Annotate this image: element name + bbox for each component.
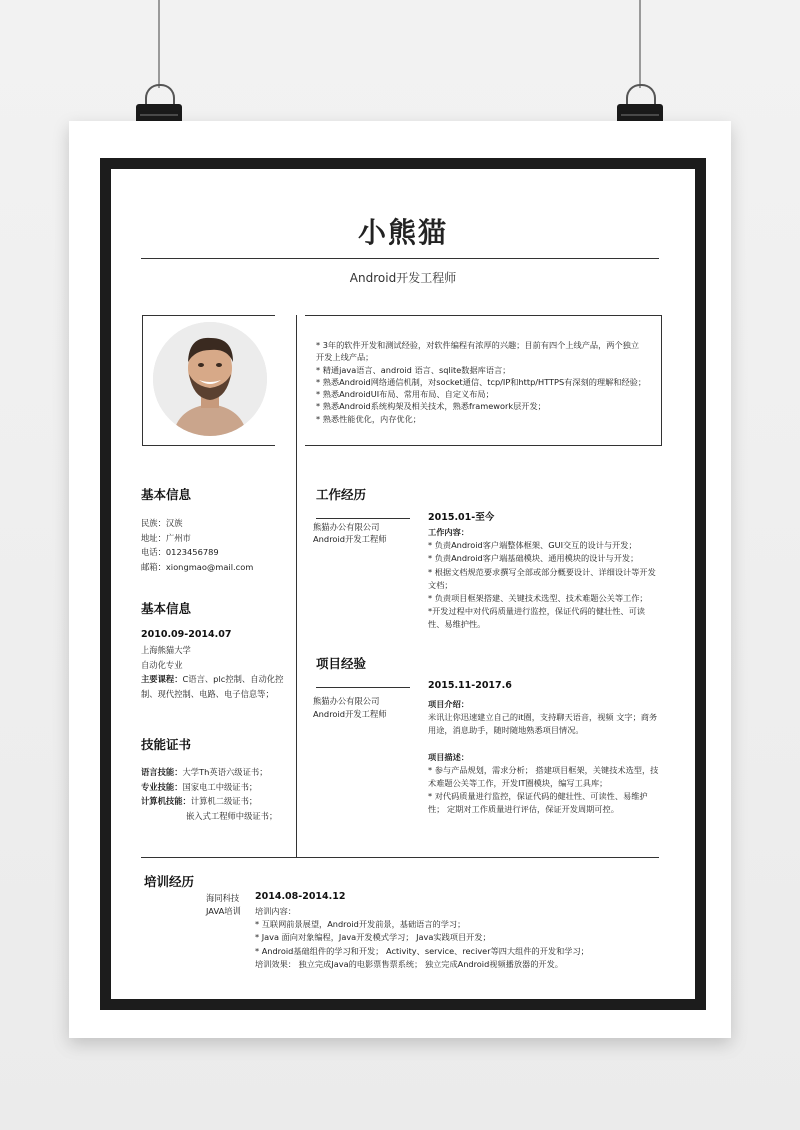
project-company: 熊猫办公有限公司 Android开发工程师 [313, 696, 387, 719]
work-rule [316, 518, 410, 519]
column-divider [296, 315, 297, 857]
education-date: 2010.09-2014.07 [141, 629, 232, 640]
hanging-wire-right [639, 0, 641, 88]
education-title: 基本信息 [141, 601, 192, 616]
resume-frame [100, 158, 706, 1010]
training-org: 海同科技 JAVA培训 [206, 893, 241, 916]
training-title: 培训经历 [144, 874, 195, 889]
training-date: 2014.08-2014.12 [255, 891, 346, 902]
education-details: 上海熊猫大学 自动化专业 主要课程：C语言、plc控制、自动化控 制、现代控制、电路、电子信息等； [141, 645, 284, 699]
summary-text: * 3年的软件开发和测试经验，对软件编程有浓厚的兴趣；目前有四个上线产品，两个独立 开发上线产品； * 精通java语言、android 语言、sqlite数据库语言； * 熟悉Android网络通信机制，对socket通信、tcp/IP和http/HTTPS有深刻的理解和经验； * 熟悉AndroidUI布局、常用布局、自定义布局； * 熟悉Android系统构架及相关技术，熟悉framework层开发； * 熟悉性能优化，内存优化； [316, 340, 647, 424]
hanging-wire-left [158, 0, 160, 88]
project-date: 2015.11-2017.6 [428, 680, 512, 691]
project-title: 项目经验 [316, 656, 367, 671]
work-company: 熊猫办公有限公司 Android开发工程师 [313, 522, 387, 544]
basic-info-list: 民族：汉族 地址：广州市 电话：0123456789 邮箱：xiongmao@mail.com [141, 518, 254, 572]
training-rule [141, 857, 659, 858]
resume-name: 小熊猫 [357, 216, 448, 249]
project-content: 项目介绍： 米讯让你迅速建立自己的it圈，支持聊天语音，视频 文字；商务 用途，消息助手，随时随地熟悉项目情况。 项目描述： * 参与产品规划，需求分析； 搭建项目框架，关键技术选型，技 术难题公关等工作，开发IT圈模块，编写工具库； * 对代码质量进行监控，保证代码的健壮性、可读性、易维护 性； 定期对工作质量进行评估，保证开发周期可控。 [428, 699, 659, 815]
work-date: 2015.01-至今 [428, 512, 495, 523]
training-content: 培训内容： * 互联网前景展望，Android开发前景，基础语言的学习； * Java 面向对象编程，Java开发模式学习； Java实践项目开发； * Android基础组件的学习和开发； Activity、service、reciver等四大组件的开发和学习； 培训效果： 独立完成Java的电影票售票系统； 独立完成Android视频播放器的开发。 [255, 906, 589, 969]
certificates-list: 语言技能：大学Th英语六级证书； 专业技能：国家电工中级证书； 计算机技能：计算机二级证书； 嵌入式工程师中级证书； [141, 767, 278, 821]
work-content: 工作内容： * 负责Android客户端整体框架、GUI交互的设计与开发； * 负责Android客户端基础模块、通用模块的设计与开发； * 根据文档规范要求撰写全部或部分概要设计、详细设计等开发 文档； * 负责项目框架搭建、关键技术选型、技术难题公关等工作； *开发过程中对代码质量进行监控，保证代码的健壮性、可读 性、易维护性。 [428, 527, 656, 630]
header-rule [141, 258, 659, 259]
certificates-title: 技能证书 [141, 737, 192, 752]
job-title: Android开发工程师 [349, 271, 457, 285]
resume-paper [69, 121, 731, 1038]
project-rule [316, 687, 410, 688]
work-title: 工作经历 [316, 487, 367, 502]
basic-info-title: 基本信息 [141, 487, 192, 502]
profile-photo [153, 322, 267, 436]
